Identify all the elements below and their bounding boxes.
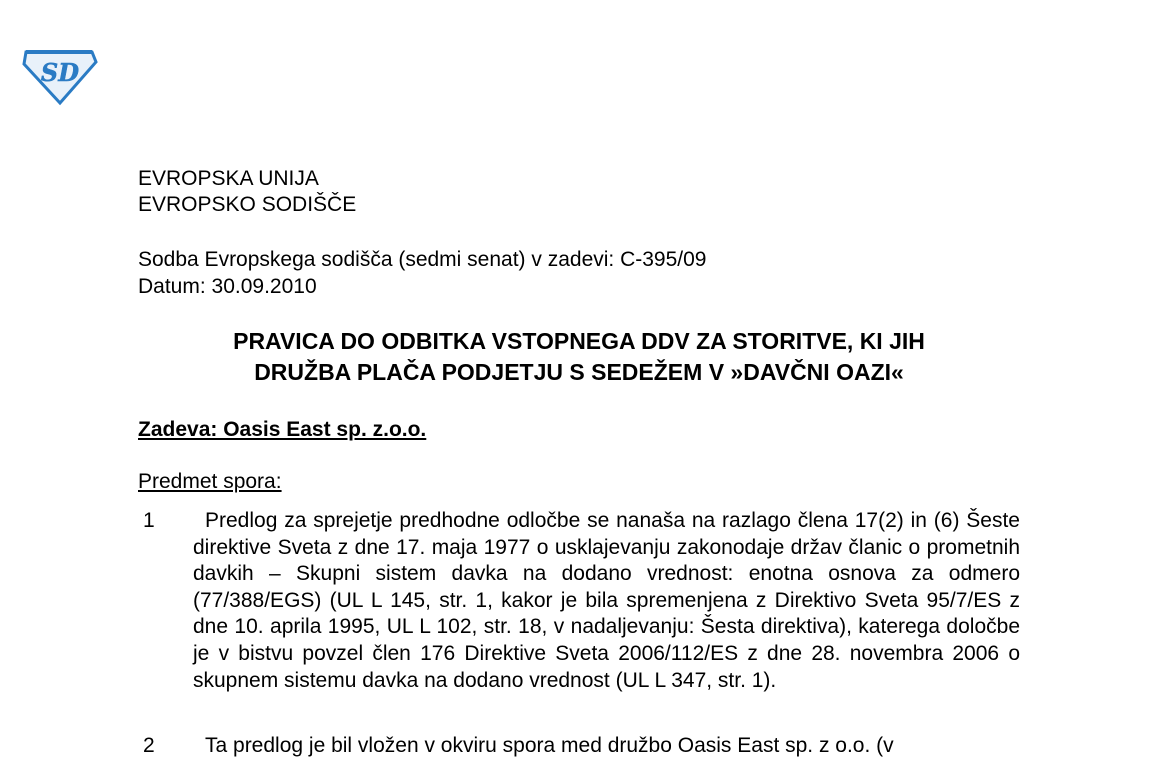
header-line-court: EVROPSKO SODIŠČE [138, 193, 357, 216]
paragraph [138, 733, 1020, 760]
paragraph-text: Predlog za sprejetje predhodne odločbe se nanaša na razlago člena 17(2) in (6) Šeste direktive Sveta z dne 17. maja 1977 o usklajevanju zakonodaje držav članic o prometnih davkih – Skupni sistem davka na dodano vrednost: enotna osnova za odmero (77/388/EGS) (UL L 145, str. 1, kakor je bila spremenjena z Direktivo Sveta 95/7/ES z dne 10. aprila 1995, UL L 102, str. 18, v nadaljevanju: Šesta direktiva), katerega določbe je v bistvu povzel člen 176 Direktive Sveta 2006/112/ES z dne 28. novembra 2006 o skupnem sistemu davka na dodano vrednost (UL L 347, str. 1). [193, 509, 1020, 692]
sd-logo-icon [20, 48, 98, 104]
dispute-subject-heading: Predmet spora: [138, 470, 282, 493]
case-reference: Sodba Evropskega sodišča (sedmi senat) v zadevi: C-395/09 [138, 248, 707, 271]
document-title [138, 326, 1020, 388]
paragraph [138, 508, 1020, 694]
case-info [138, 246, 706, 300]
paragraph-text: Ta predlog je bil vložen v okviru spora med družbo Oasis East sp. z o.o. (v [205, 734, 894, 757]
subject-heading: Zadeva: Oasis East sp. z.o.o. [138, 418, 427, 441]
header-line-union: EVROPSKA UNIJA [138, 167, 319, 190]
paragraph-number: 2 [143, 734, 155, 757]
logo-lettering: SD [40, 58, 80, 87]
title-line-1: PRAVICA DO ODBITKA VSTOPNEGA DDV ZA STORITVE, KI JIH [233, 328, 925, 354]
institution-header [138, 166, 356, 218]
title-line-2: DRUŽBA PLAČA PODJETJU S SEDEŽEM V »DAVČNI OAZI« [254, 359, 904, 385]
paragraph-number: 1 [143, 509, 155, 532]
case-date: Datum: 30.09.2010 [138, 275, 317, 298]
